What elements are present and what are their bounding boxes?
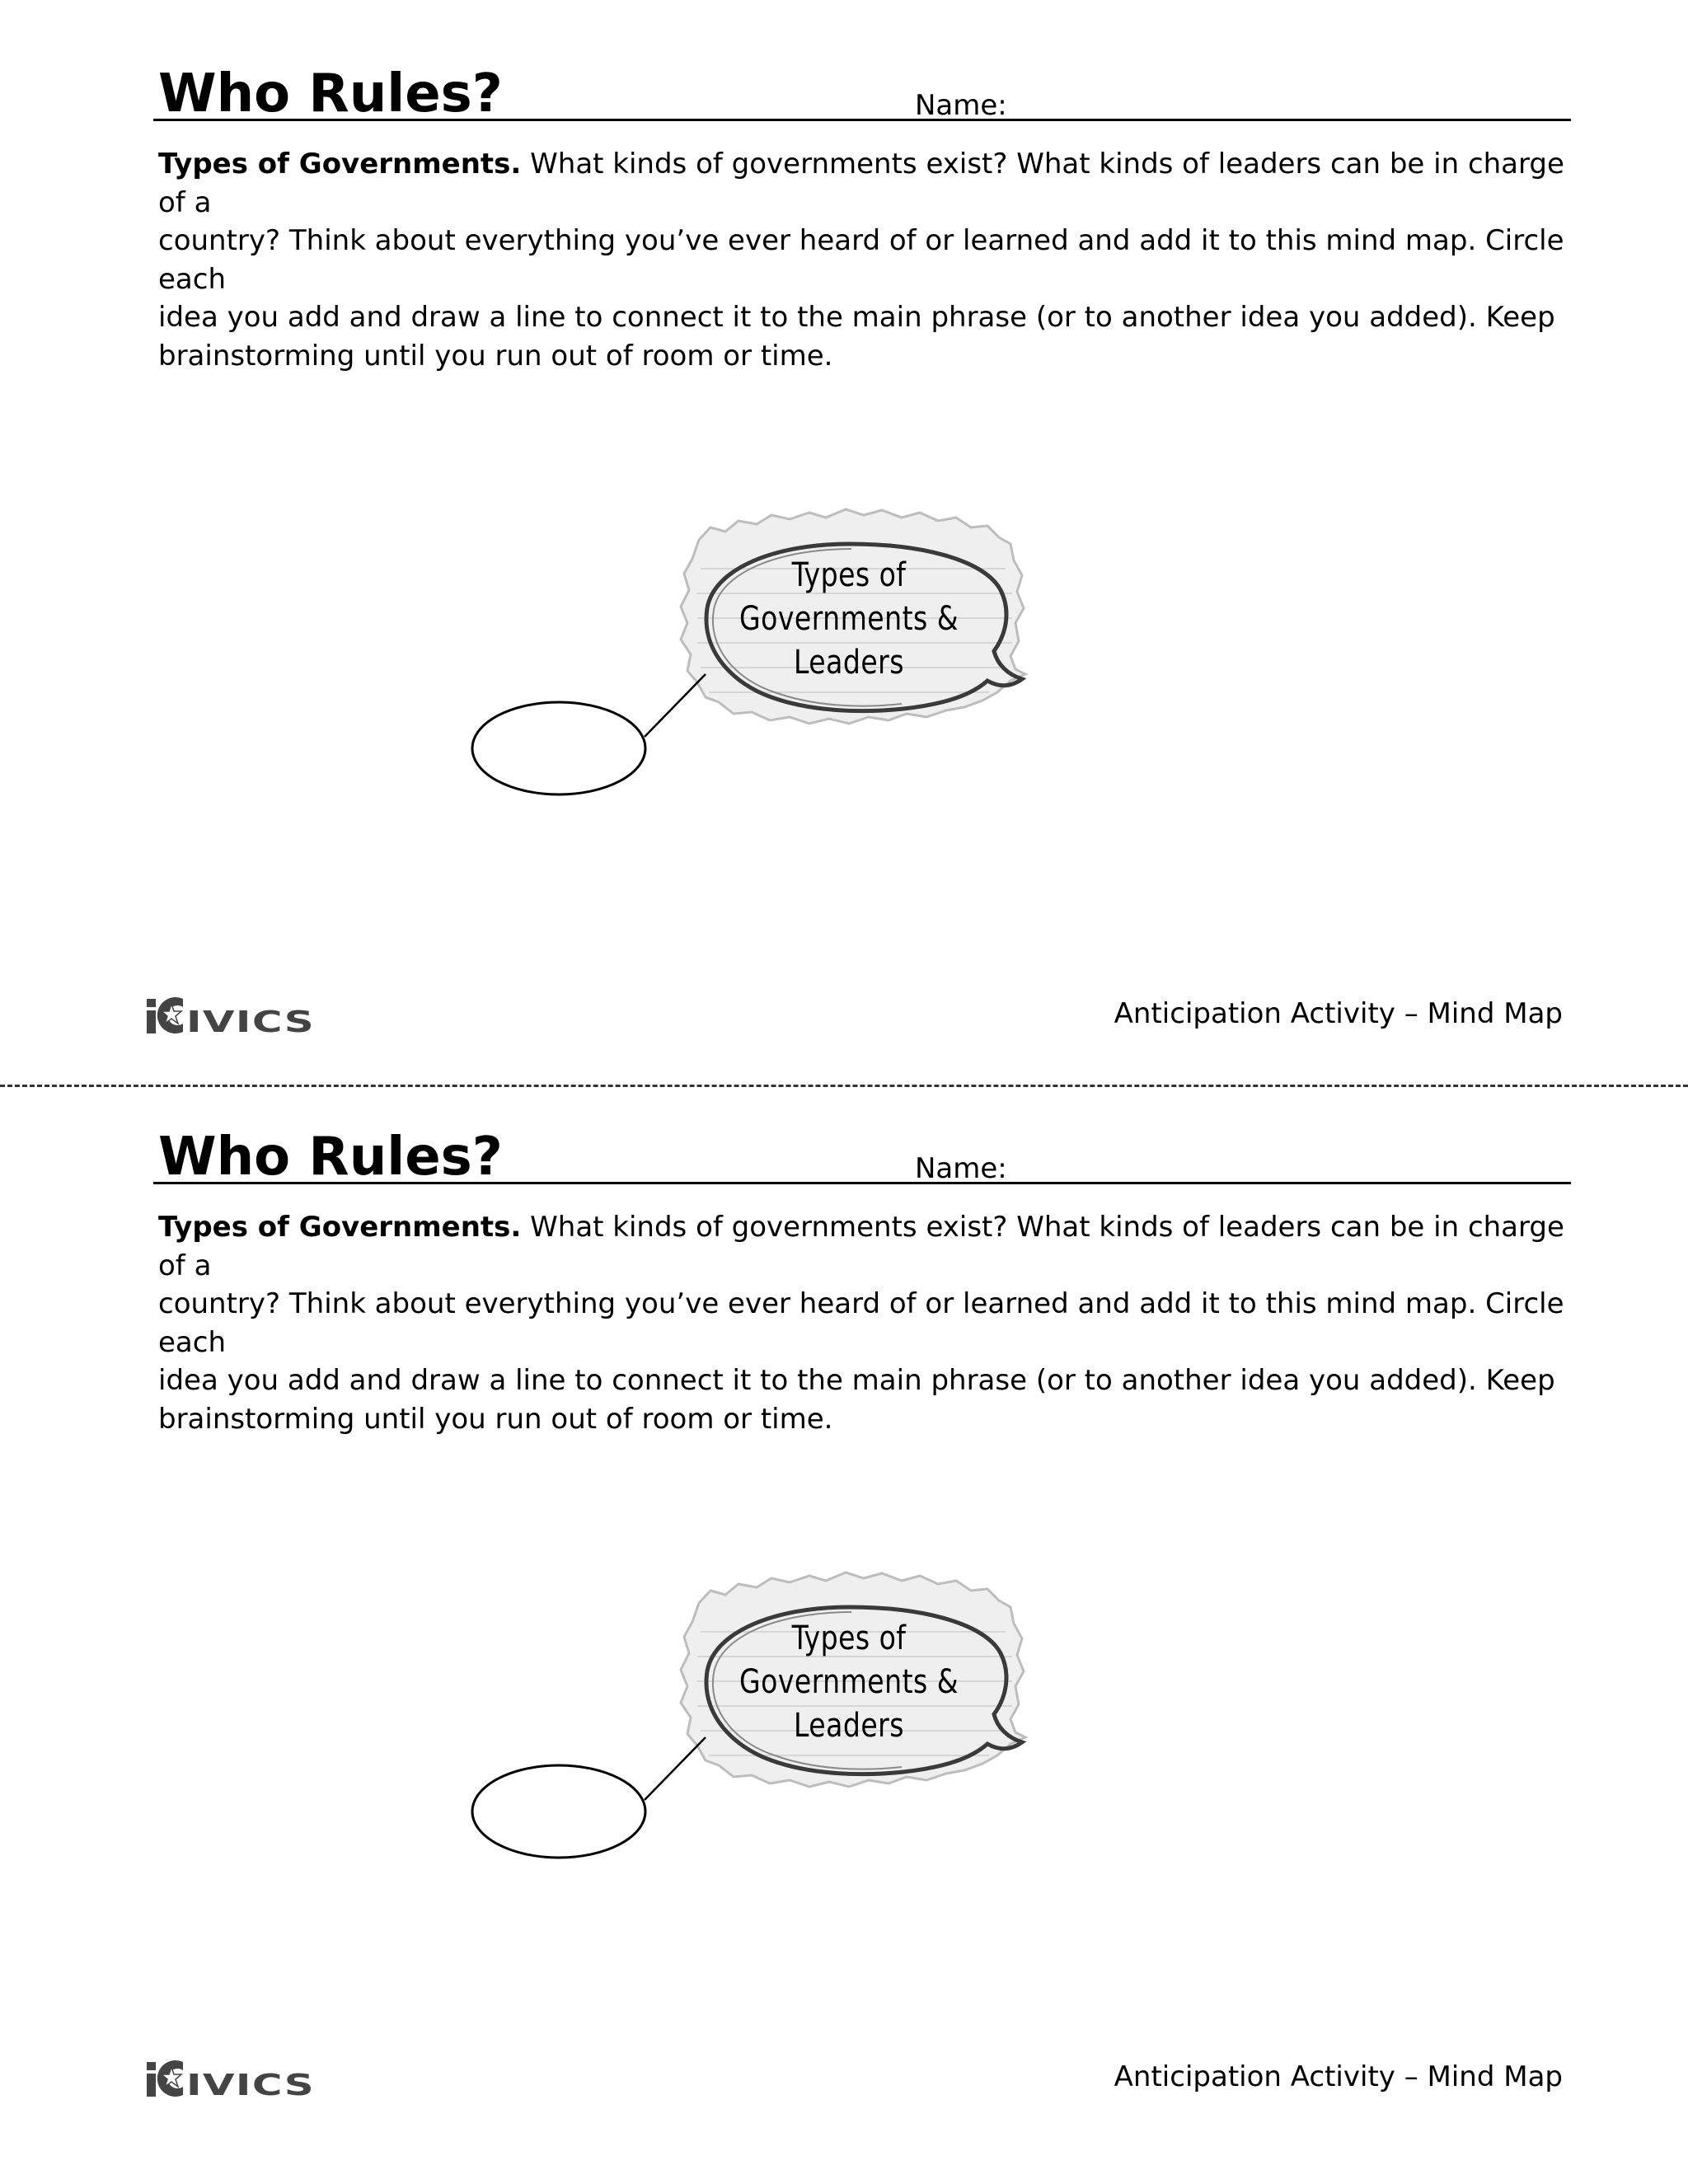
central-topic-line-1: Types of — [791, 556, 907, 594]
page-title: Who Rules? — [158, 1127, 503, 1188]
connector-line — [645, 1737, 706, 1800]
instructions-line-4: brainstorming until you run out of room or time. — [158, 339, 833, 373]
instructions-line-3: idea you add and draw a line to connect it to the main phrase (or to another idea you added). Keep — [158, 301, 1555, 334]
central-topic-line-2: Governments & — [739, 600, 959, 638]
instructions-lead: Types of Governments. — [158, 1211, 522, 1244]
central-topic — [720, 1617, 978, 1748]
svg-text:IVICS: IVICS — [186, 1005, 315, 1035]
instructions-line-3: idea you add and draw a line to connect it to the main phrase (or to another idea you added). Keep — [158, 1364, 1555, 1397]
central-topic — [720, 554, 978, 685]
instructions-lead: Types of Governments. — [158, 148, 522, 180]
page-title: Who Rules? — [158, 63, 503, 124]
instructions-line-1: What kinds of governments exist? What kinds of leaders can be in charge of a — [158, 148, 1564, 219]
instructions-line-1: What kinds of governments exist? What kinds of leaders can be in charge of a — [158, 1211, 1564, 1282]
name-field-label: Name: — [915, 1152, 1007, 1185]
name-field-label: Name: — [915, 89, 1007, 122]
central-topic-line-3: Leaders — [794, 1707, 904, 1745]
empty-idea-oval — [472, 1765, 645, 1858]
instructions-line-2: country? Think about everything you’ve ever heard of or learned and add it to this mind map. Circle each — [158, 224, 1564, 296]
central-topic-line-2: Governments & — [739, 1663, 959, 1701]
footer-activity-label: Anticipation Activity – Mind Map — [1114, 997, 1563, 1030]
mind-map-diagram — [0, 0, 1688, 1071]
worksheet-copy-top — [0, 0, 1688, 1071]
central-topic-line-3: Leaders — [794, 644, 904, 682]
icivics-logo — [145, 2057, 318, 2098]
empty-idea-oval — [472, 702, 645, 794]
central-topic-line-1: Types of — [791, 1619, 907, 1657]
mind-map-diagram — [0, 1063, 1688, 2135]
svg-text:IVICS: IVICS — [186, 2069, 315, 2098]
worksheet-copy-bottom — [0, 1063, 1688, 2135]
footer-activity-label: Anticipation Activity – Mind Map — [1114, 2060, 1563, 2093]
instructions-line-4: brainstorming until you run out of room or time. — [158, 1402, 833, 1436]
icivics-logo — [145, 994, 318, 1035]
instructions-line-2: country? Think about everything you’ve ever heard of or learned and add it to this mind map. Circle each — [158, 1287, 1564, 1359]
connector-line — [645, 674, 706, 737]
